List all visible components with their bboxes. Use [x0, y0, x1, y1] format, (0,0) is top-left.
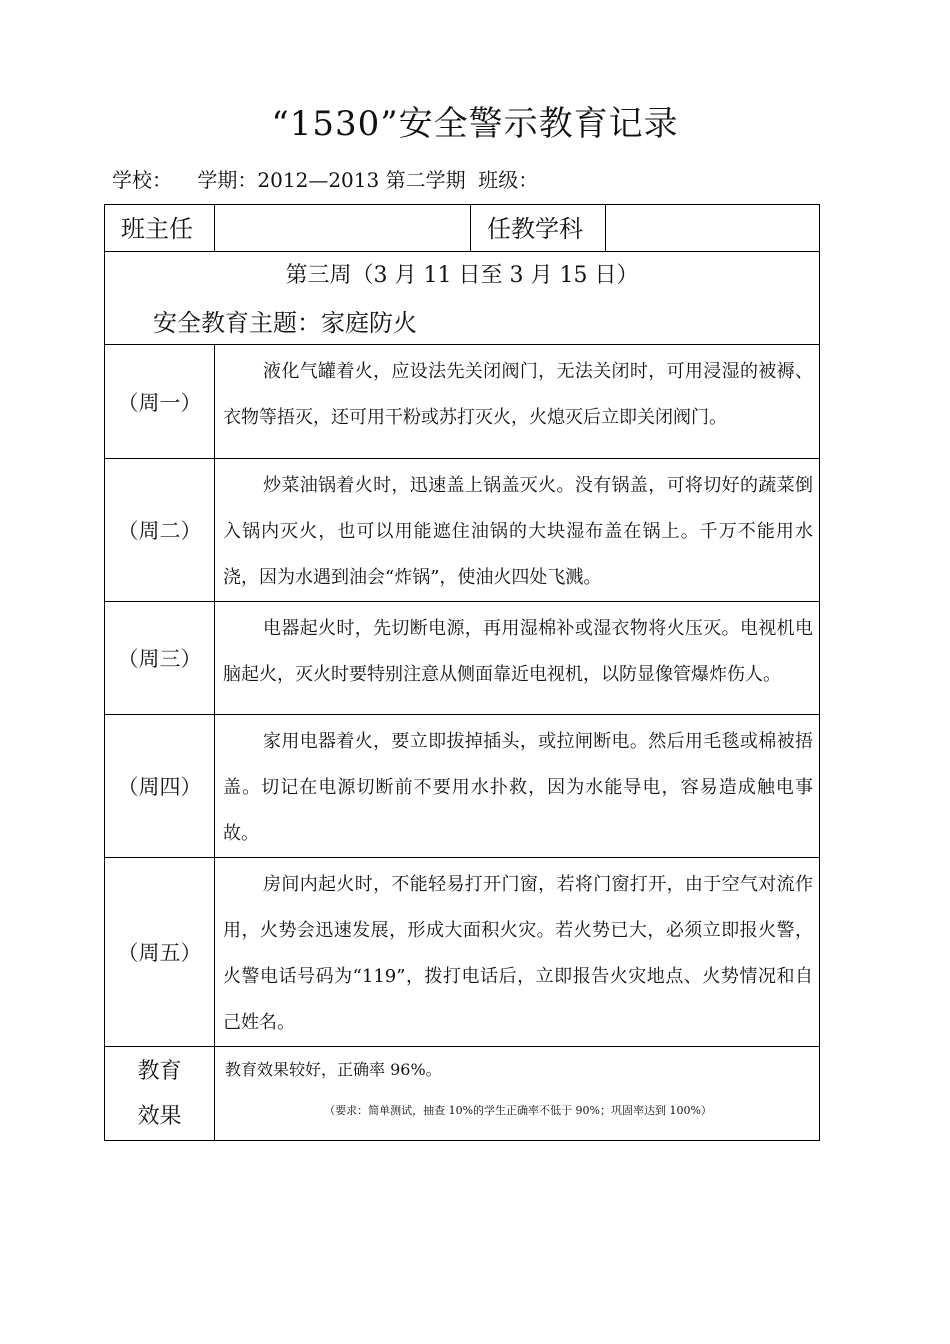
record-table	[104, 204, 820, 1141]
day-row-tue	[105, 459, 820, 602]
safety-theme: 安全教育主题：家庭防火	[153, 309, 417, 337]
week-theme-cell	[105, 252, 820, 345]
effect-label-line-1: 教育	[137, 1058, 182, 1084]
teacher-value	[215, 205, 471, 252]
effect-row	[105, 1047, 820, 1141]
effect-result: 教育效果较好，正确率 96%。	[225, 1060, 442, 1079]
header-row	[105, 205, 820, 252]
day-label-wed: （周三）	[105, 602, 215, 715]
day-label-tue: （周二）	[105, 459, 215, 602]
week-range: 第三周（3 月 11 日至 3 月 15 日）	[285, 263, 639, 288]
day-row-fri	[105, 858, 820, 1047]
day-content-thu: 家用电器着火，要立即拔掉插头，或拉闸断电。然后用毛毯或棉被捂盖。切记在电源切断前不要用水扑救，因为水能导电，容易造成触电事故。	[215, 715, 820, 858]
day-label-thu: （周四）	[105, 715, 215, 858]
effect-label	[105, 1047, 215, 1141]
subject-value	[606, 205, 820, 252]
teacher-label: 班主任	[105, 205, 215, 252]
day-content-wed: 电器起火时，先切断电源，再用湿棉补或湿衣物将火压灭。电视机电脑起火，灭火时要特别注意从侧面靠近电视机，以防显像管爆炸伤人。	[215, 602, 820, 715]
day-label-mon: （周一）	[105, 345, 215, 459]
day-label-fri: （周五）	[105, 858, 215, 1047]
week-row	[105, 252, 820, 345]
subject-label: 任教学科	[471, 205, 606, 252]
school-info-line: 学校： 学期：2012—2013 第二学期 班级：	[112, 168, 539, 192]
day-content-fri: 房间内起火时，不能轻易打开门窗，若将门窗打开，由于空气对流作用，火势会迅速发展，形成大面积火灾。若火势已大，必须立即报火警，火警电话号码为“119”，拨打电话后，立即报告火灾地点、火势情况和自己姓名。	[215, 858, 820, 1047]
day-content-mon: 液化气罐着火，应设法先关闭阀门，无法关闭时，可用浸湿的被褥、衣物等捂灭，还可用干粉或苏打灭火，火熄灭后立即关闭阀门。	[215, 345, 820, 459]
effect-label-line-2: 效果	[137, 1103, 182, 1129]
day-content-tue: 炒菜油锅着火时，迅速盖上锅盖灭火。没有锅盖，可将切好的蔬菜倒入锅内灭火，也可以用能遮住油锅的大块湿布盖在锅上。千万不能用水浇，因为水遇到油会“炸锅”，使油火四处飞溅。	[215, 459, 820, 602]
day-row-mon	[105, 345, 820, 459]
effect-requirement: （要求：简单测试，抽查 10%的学生正确率不低于 90%；巩固率达到 100%）	[324, 1104, 712, 1117]
day-row-wed	[105, 602, 820, 715]
document-title: “1530”安全警示教育记录	[271, 104, 679, 144]
effect-cell	[215, 1047, 820, 1141]
day-row-thu	[105, 715, 820, 858]
